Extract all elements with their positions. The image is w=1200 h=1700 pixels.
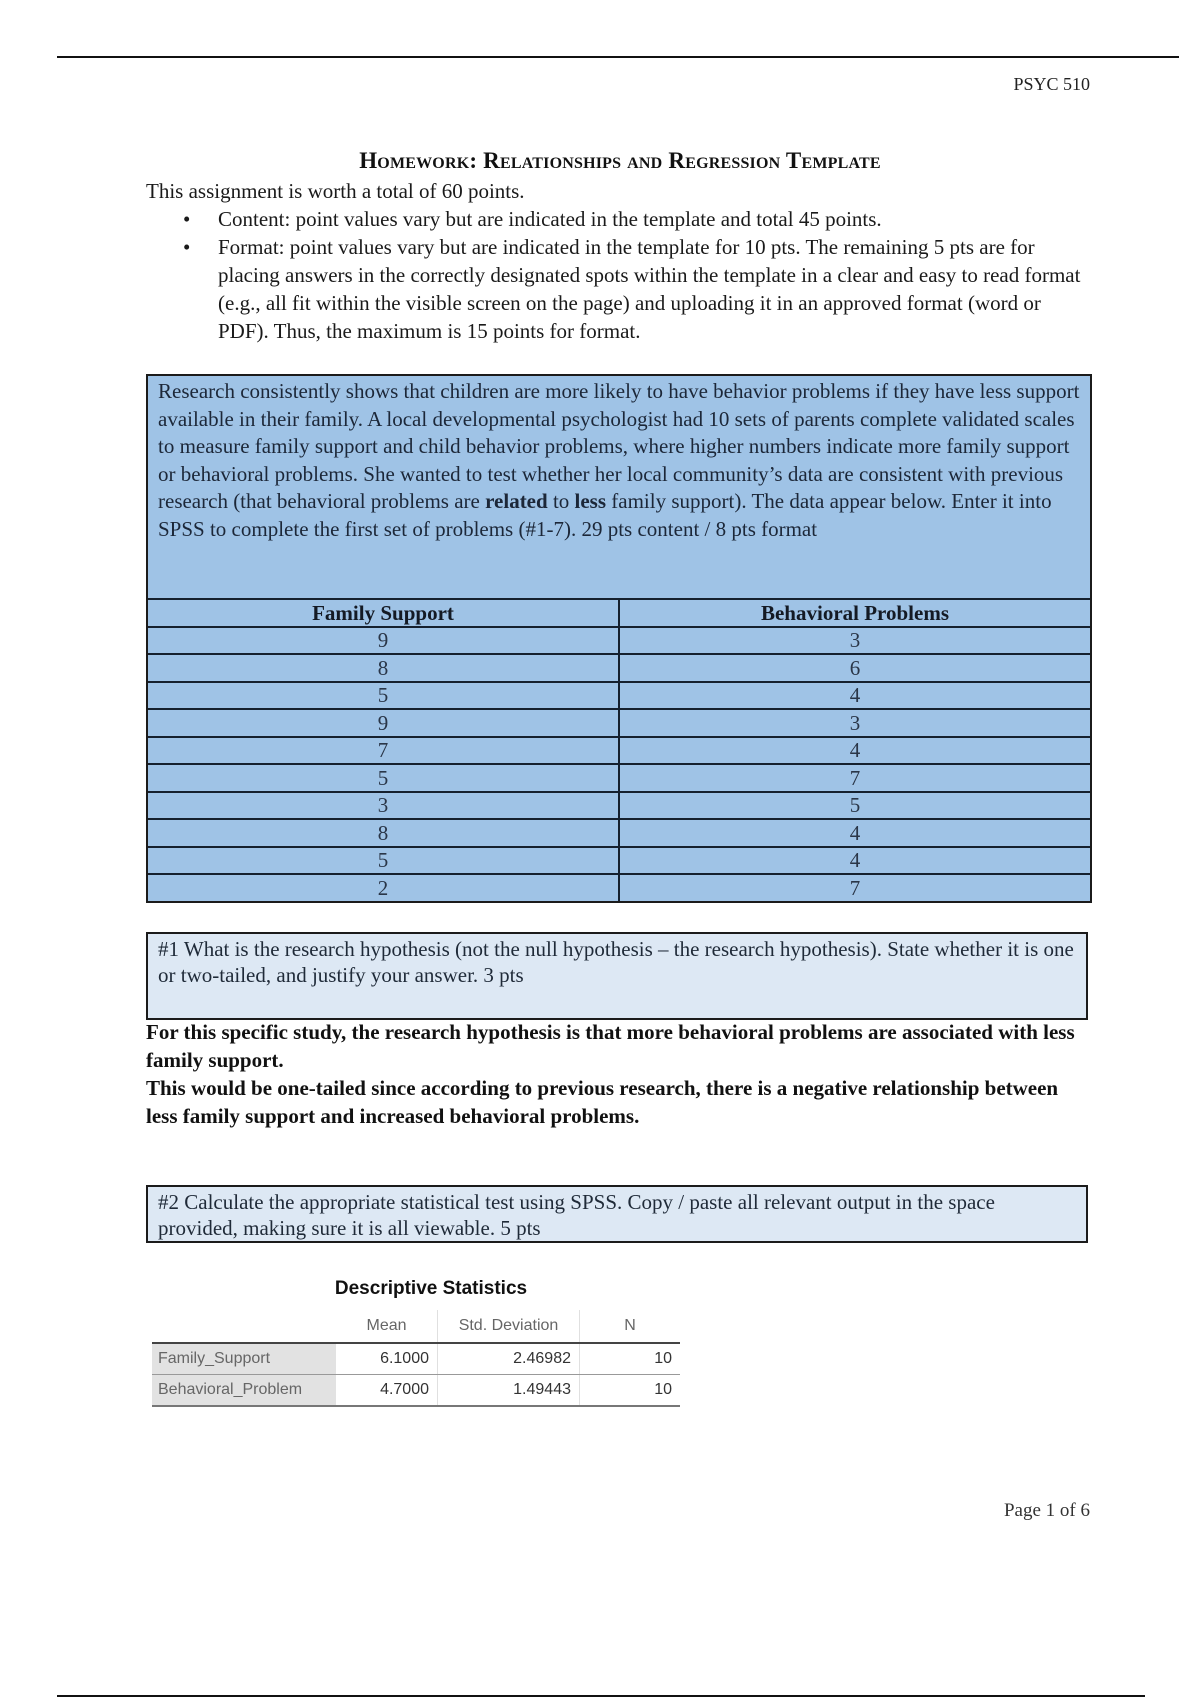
spss-descriptives-output bbox=[152, 1278, 680, 1407]
scenario-text: Research consistently shows that children are more likely to have behavior problems if they have less support available in their family. A local developmental psychologist had 10 sets of parents complete validated scales to measure family support and child behavior problems, where higher numbers indicate more family support or behavioral problems. She wanted to test whether her local community’s data are consistent with previous research (that behavioral problems are related to less family support). The data appear below. Enter it into SPSS to complete the first set of problems (#1-7). 29 pts content / 8 pts format bbox=[158, 379, 1080, 541]
page-indicator: Page 1 of 6 bbox=[1003, 1500, 1090, 1521]
column-header-variable bbox=[152, 1310, 336, 1343]
table-row: 9 3 bbox=[148, 627, 1090, 655]
document-title: Homework: Relationships and Regression Template bbox=[359, 148, 881, 173]
column-header-std-deviation: Std. Deviation bbox=[438, 1310, 580, 1343]
table-row: 5 4 bbox=[148, 682, 1090, 710]
table-row: 3 5 bbox=[148, 792, 1090, 820]
table-row: 5 7 bbox=[148, 764, 1090, 792]
n-value: 10 bbox=[580, 1343, 681, 1375]
sd-value: 2.46982 bbox=[438, 1343, 580, 1375]
question-1-answer bbox=[146, 1018, 1090, 1130]
table-row: 8 4 bbox=[148, 819, 1090, 847]
bullet-icon: • bbox=[183, 235, 191, 259]
descriptives-header bbox=[152, 1310, 680, 1343]
table-row: 9 3 bbox=[148, 709, 1090, 737]
answer-hypothesis: For this specific study, the research hypothesis is that more behavioral problems are associated with less family support. bbox=[146, 1020, 1075, 1072]
column-header-mean: Mean bbox=[336, 1310, 438, 1343]
course-code: PSYC 510 bbox=[1013, 74, 1090, 94]
mean-value: 6.1000 bbox=[336, 1343, 438, 1375]
emphasis-related: related bbox=[485, 489, 548, 513]
bullet-item-content: • Content: point values vary but are indicated in the template and total 45 points. bbox=[183, 207, 882, 231]
variable-label: Family_Support bbox=[152, 1343, 336, 1375]
data-table bbox=[148, 598, 1090, 901]
question-2-box: #2 Calculate the appropriate statistical test using SPSS. Copy / paste all relevant output in the space provided, making sure it is all viewable. 5 pts bbox=[146, 1185, 1088, 1243]
table-row: 2 7 bbox=[148, 874, 1090, 901]
table-row bbox=[152, 1375, 680, 1407]
column-header-behavioral-problems: Behavioral Problems bbox=[619, 599, 1090, 627]
mean-value: 4.7000 bbox=[336, 1375, 438, 1407]
emphasis-less: less bbox=[574, 489, 607, 513]
answer-tail-justification: This would be one-tailed since according to previous research, there is a negative relationship between less family support and increased behavioral problems. bbox=[146, 1076, 1059, 1128]
descriptives-table bbox=[152, 1310, 680, 1407]
variable-label: Behavioral_Problem bbox=[152, 1375, 336, 1407]
header-rule bbox=[57, 56, 1179, 58]
spss-table-title: Descriptive Statistics bbox=[334, 1278, 528, 1299]
intro-bullet-list bbox=[146, 205, 1090, 345]
table-row bbox=[152, 1343, 680, 1375]
bullet-item-format: • Format: point values vary but are indicated in the template for 10 pts. The remaining 5 pts are for placing answers in the correctly designated spots within the template in a clear and easy to read format (e.g., all fit within the visible screen on the page) and uploading it in an approved format (word or PDF). Thus, the maximum is 15 points for format. bbox=[183, 235, 1081, 343]
footer-rule bbox=[57, 1695, 1145, 1697]
scenario-box bbox=[146, 374, 1092, 903]
n-value: 10 bbox=[580, 1375, 681, 1407]
intro-summary: This assignment is worth a total of 60 points. bbox=[146, 179, 525, 203]
intro-section bbox=[146, 177, 1090, 345]
table-row: 5 4 bbox=[148, 847, 1090, 875]
column-header-family-support: Family Support bbox=[148, 599, 619, 627]
column-header-n: N bbox=[580, 1310, 681, 1343]
sd-value: 1.49443 bbox=[438, 1375, 580, 1407]
data-table-header bbox=[148, 599, 1090, 627]
table-row: 7 4 bbox=[148, 737, 1090, 765]
question-1-box: #1 What is the research hypothesis (not the null hypothesis – the research hypothesis). State whether it is one or two-tailed, and justify your answer. 3 pts bbox=[146, 932, 1088, 1020]
bullet-icon: • bbox=[183, 207, 191, 231]
table-row: 8 6 bbox=[148, 654, 1090, 682]
